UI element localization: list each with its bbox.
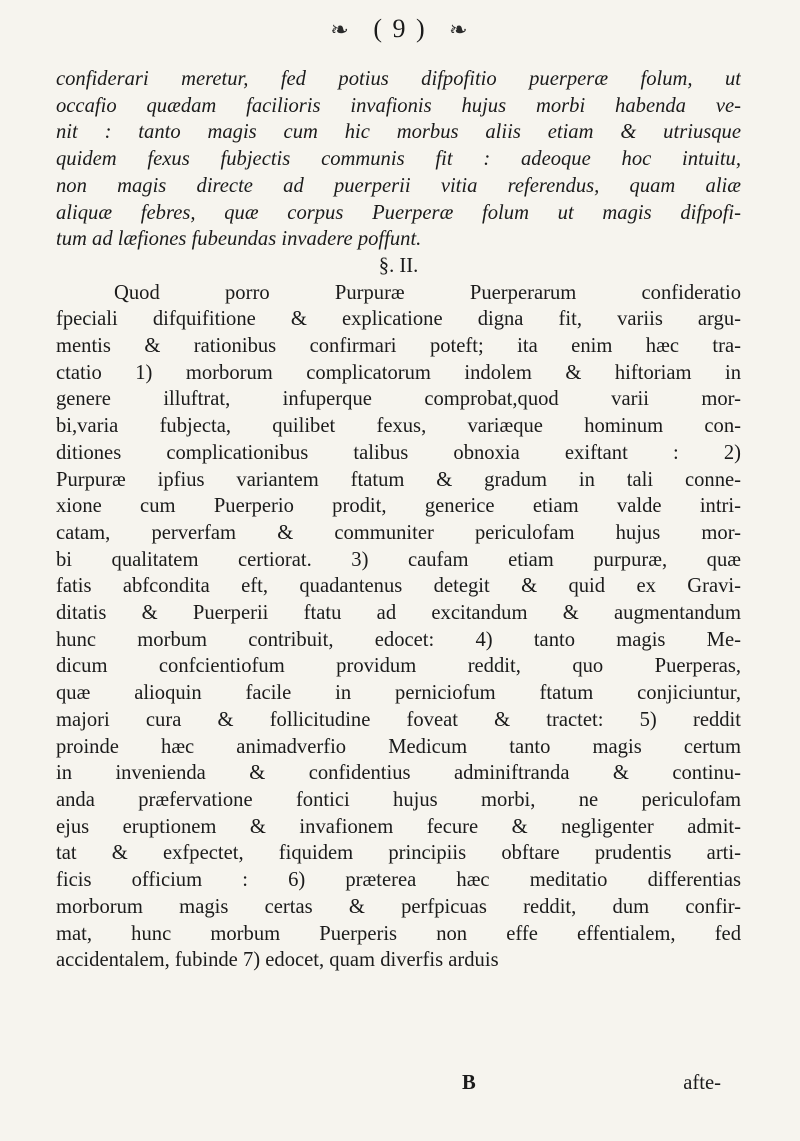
page-number: ( 9 ) [373,14,427,43]
text-line: anda præfervatione fontici hujus morbi, ne periculofam [56,788,741,811]
text-line: mentis & rationibus confirmari poteft; ita enim hæc tra- [56,335,741,358]
text-line: Purpuræ ipfius variantem ftatum & gradum in tali conne- [56,468,741,491]
section-heading: §. II. [378,254,419,277]
text-line: occafio quædam facilioris invafionis hujus morbi habenda ve- [56,94,741,117]
text-line: genere illuftrat, infuperque comprobat,quod varii mor- [56,388,741,411]
text-line: mat, hunc morbum Puerperis non effe effentialem, fed [56,922,741,945]
page-body [56,66,741,974]
text-line: ditatis & Puerperii ftatu ad excitandum & augmentandum [56,602,741,625]
text-line: fpeciali difquifitione & explicatione digna fit, variis argu- [56,308,741,331]
text-line: bi,varia fubjecta, quilibet fexus, variæque hominum con- [56,415,741,438]
text-line: fatis abfcondita eft, quadantenus detegit & quid ex Gravi- [56,575,741,598]
text-line: proinde hæc animadverfio Medicum tanto magis certum [56,735,741,758]
text-line: aliquæ febres, quæ corpus Puerperæ folum ut magis difpofi- [56,201,741,224]
page-header [0,14,800,44]
text-line: confiderari meretur, fed potius difpofitio puerperæ folum, ut [56,68,741,90]
text-line: hunc morbum contribuit, edocet: 4) tanto magis Me- [56,628,741,651]
text-line: Quod porro Purpuræ Puerperarum confideratio [114,281,741,304]
text-line: bi qualitatem certiorat. 3) caufam etiam purpuræ, quæ [56,548,741,571]
text-line: ditiones complicationibus talibus obnoxia exiftant : 2) [56,441,741,464]
text-line: quæ alioquin facile in perniciofum ftatum conjiciuntur, [56,682,741,705]
text-line: nit : tanto magis cum hic morbus aliis etiam & utriusque [56,121,741,144]
text-line: ctatio 1) morborum complicatorum indolem & hiftoriam in [56,361,741,384]
text-line: xione cum Puerperio prodit, generice etiam valde intri- [56,495,741,518]
right-ornament-icon: ❧ [449,17,470,42]
text-line: dicum confcientiofum providum reddit, quo Puerperas, [56,655,741,678]
text-line: quidem fexus fubjectis communis fit : adeoque hoc intuitu, [56,148,741,171]
text-line: accidentalem, fubinde 7) edocet, quam diverfis arduis [56,949,499,972]
text-line: tum ad læfiones fubeundas invadere poffunt. [56,228,422,251]
text-line: ejus eruptionem & invafionem fecure & negligenter admit- [56,815,741,838]
text-line: in invenienda & confidentius adminiftranda & continu- [56,762,741,785]
signature-mark: B [462,1072,476,1094]
left-ornament-icon: ❧ [330,17,351,42]
text-line: non magis directe ad puerperii vitia referendus, quam aliæ [56,174,741,197]
page-footer [56,1072,741,1112]
text-line: catam, perverfam & communiter periculofam hujus mor- [56,521,741,544]
text-line: ficis officium : 6) præterea hæc meditatio differentias [56,869,741,892]
text-line: tat & exfpectet, fiquidem principiis obftare prudentis arti- [56,842,741,865]
catchword: afte- [683,1072,721,1094]
text-line: majori cura & follicitudine foveat & tractet: 5) reddit [56,708,741,731]
text-line: morborum magis certas & perfpicuas reddit, dum confir- [56,895,741,918]
